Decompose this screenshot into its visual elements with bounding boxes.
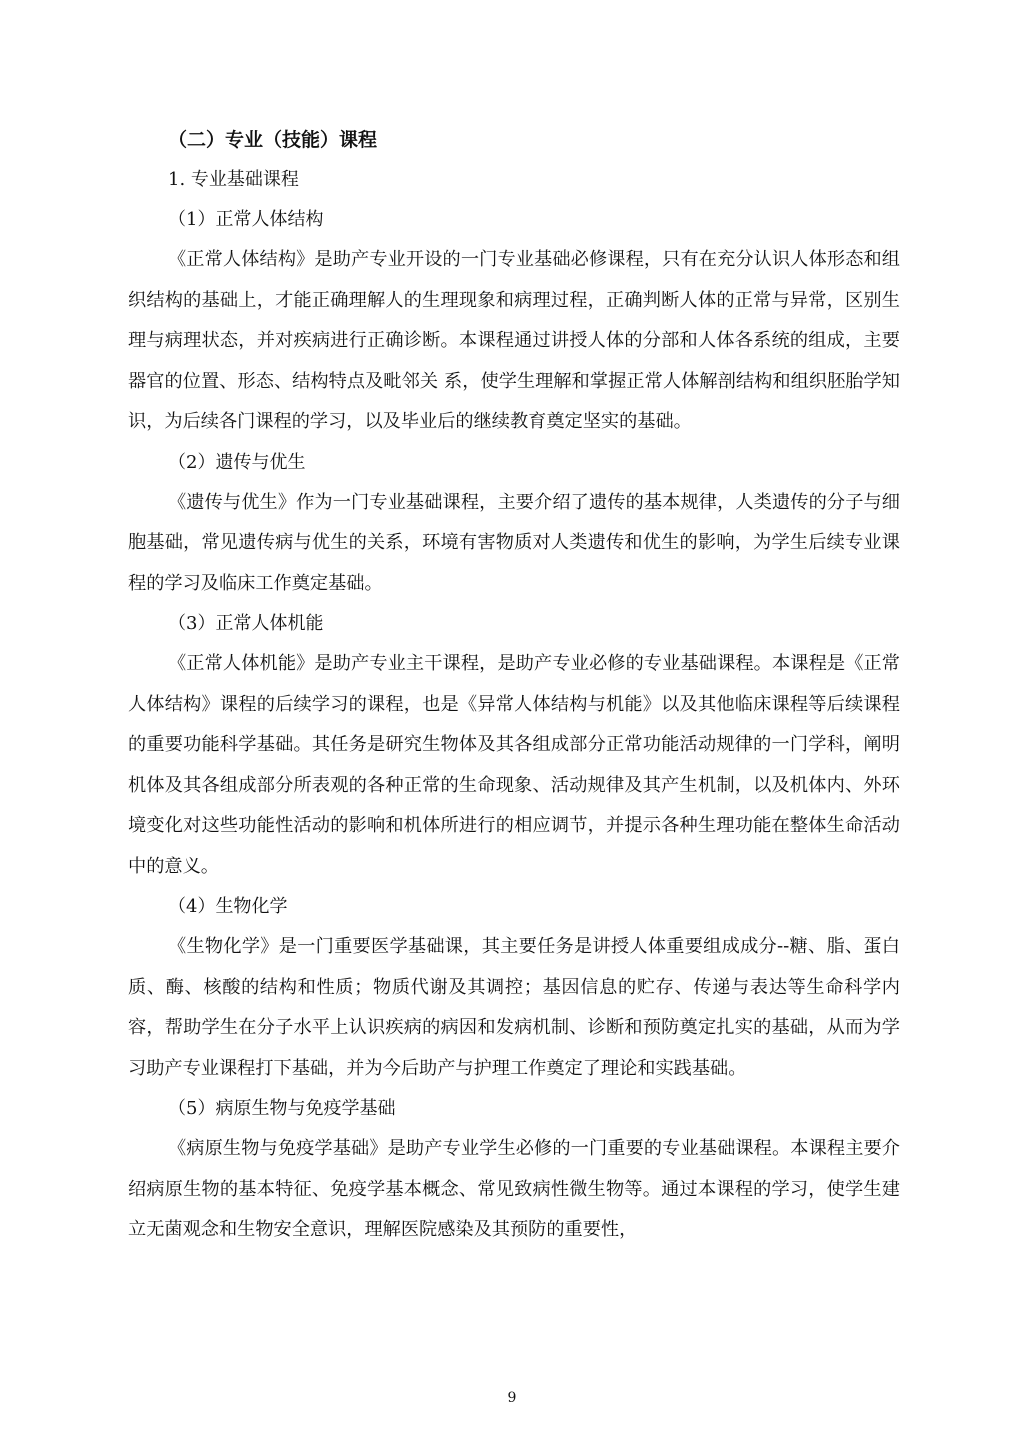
course-heading-4: （4）生物化学 (168, 896, 288, 917)
page-number: 9 (507, 1390, 517, 1406)
course-description-5: 《病原生物与免疫学基础》是助产专业学生必修的一门重要的专业基础课程。本课程主要介绍病原生物的基本特征、免疫学基本概念、常见致病性微生物等。通过本课程的学习，使学生建立无菌观念和生物安全意识，理解医院感染及其预防的重要性， (128, 1138, 900, 1240)
course-description-3: 《正常人体机能》是助产专业主干课程，是助产专业必修的专业基础课程。本课程是《正常人体结构》课程的后续学习的课程，也是《异常人体结构与机能》以及其他临床课程等后续课程的重要功能科学基础。其任务是研究生物体及其各组成部分正常功能活动规律的一门学科，阐明机体及其各组成部分所表观的各种正常的生命现象、活动规律及其产生机制，以及机体内、外环境变化对这些功能性活动的影响和机体所进行的相应调节，并提示各种生理功能在整体生命活动中的意义。 (128, 653, 900, 877)
course-heading-5: （5）病原生物与免疫学基础 (168, 1098, 396, 1119)
section-heading: （二）专业（技能）课程 (168, 129, 378, 151)
course-heading-2: （2）遗传与优生 (168, 451, 306, 473)
course-description-4: 《生物化学》是一门重要医学基础课，其主要任务是讲授人体重要组成成分--糖、脂、蛋白质、酶、核酸的结构和性质；物质代谢及其调控；基因信息的贮存、传递与表达等生命科学内容，帮助学生在分子水平上认识疾病的病因和发病机制、诊断和预防奠定扎实的基础，从而为学习助产专业课程打下基础，并为今后助产与护理工作奠定了理论和实践基础。 (128, 936, 900, 1079)
subsection-heading: 1. 专业基础课程 (168, 169, 299, 190)
course-heading-3: （3）正常人体机能 (168, 613, 324, 634)
course-heading-1: （1）正常人体结构 (168, 209, 324, 230)
course-description-1: 《正常人体结构》是助产专业开设的一门专业基础必修课程，只有在充分认识人体形态和组织结构的基础上，才能正确理解人的生理现象和病理过程，正确判断人体的正常与异常，区别生理与病理状态，并对疾病进行正确诊断。本课程通过讲授人体的分部和人体各系统的组成，主要器官的位置、形态、结构特点及毗邻关 系，使学生理解和掌握正常人体解剖结构和组织胚胎学知识，为后续各门课程的学习，以及毕业后的继续教育奠定坚实的基础。 (128, 249, 900, 432)
course-description-2: 《遗传与优生》作为一门专业基础课程，主要介绍了遗传的基本规律，人类遗传的分子与细胞基础，常见遗传病与优生的关系，环境有害物质对人类遗传和优生的影响，为学生后续专业课程的学习及临床工作奠定基础。 (128, 491, 900, 594)
page-content (128, 120, 900, 1251)
